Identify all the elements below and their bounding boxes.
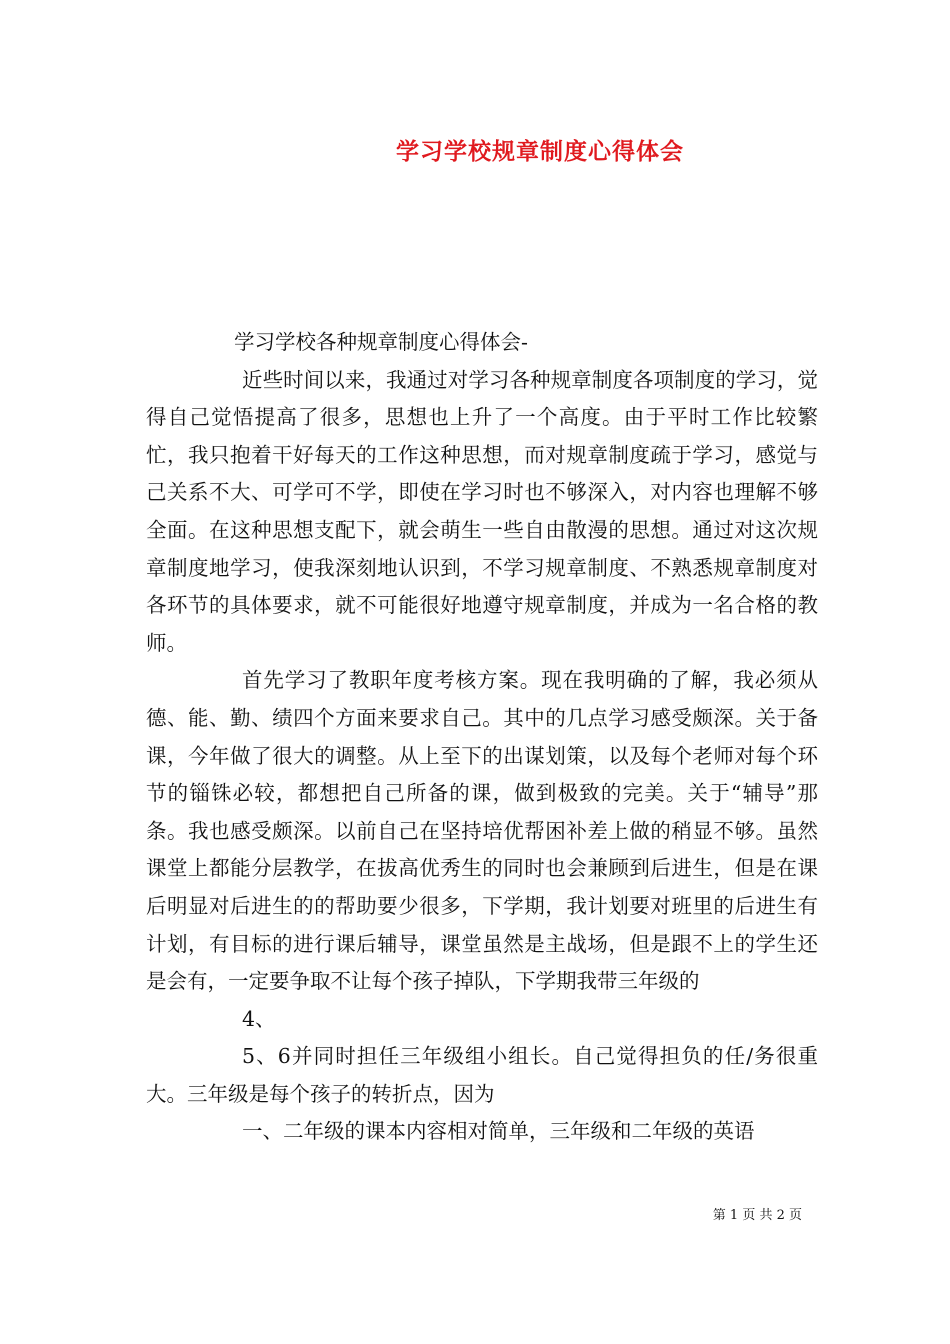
paragraph-3: 4、: [242, 1006, 276, 1031]
paragraph-2: 首先学习了教职年度考核方案。现在我明确的了解，我必须从德、能、勤、绩四个方面来要求自己。其中的几点学习感受颇深。关于备课，今年做了很大的调整。从上至下的出谋划策，以及每个老师对每个环节的锱铢必较，都想把自己所备的课，做到极致的完美。关于“辅导”那条。我也感受颇深。以前自己在坚持培优帮困补差上做的稍显不够。虽然课堂上都能分层教学，在拔高优秀生的同时也会兼顾到后进生，但是在课后明显对后进生的的帮助要少很多，下学期，我计划要对班里的后进生有计划，有目标的进行课后辅导，课堂虽然是主战场，但是跟不上的学生还是会有，一定要争取不让每个孩子掉队，下学期我带三年级的: [146, 668, 818, 994]
page-number-footer: 第 1 页 共 2 页: [712, 1208, 802, 1223]
paragraph-subtitle: 学习学校各种规章制度心得体会-: [234, 330, 528, 354]
paragraph-1: 近些时间以来，我通过对学习各种规章制度各项制度的学习，觉得自己觉悟提高了很多，思想也上升了一个高度。由于平时工作比较繁忙，我只抱着干好每天的工作这种思想，而对规章制度疏于学习，感觉与己关系不大、可学可不学，即使在学习时也不够深入，对内容也理解不够全面。在这种思想支配下，就会萌生一些自由散漫的思想。通过对这次规章制度地学习，使我深刻地认识到，不学习规章制度、不熟悉规章制度对各环节的具体要求，就不可能很好地遵守规章制度，并成为一名合格的教师。: [146, 367, 818, 655]
document-title: 学习学校规章制度心得体会: [396, 138, 684, 165]
paragraph-5: 一、二年级的课本内容相对简单，三年级和二年级的英语: [242, 1119, 755, 1144]
paragraph-4: 5、6并同时担任三年级组小组长。自己觉得担负的任/务很重大。三年级是每个孩子的转折点，因为: [146, 1044, 818, 1106]
document-body: [146, 324, 818, 1151]
